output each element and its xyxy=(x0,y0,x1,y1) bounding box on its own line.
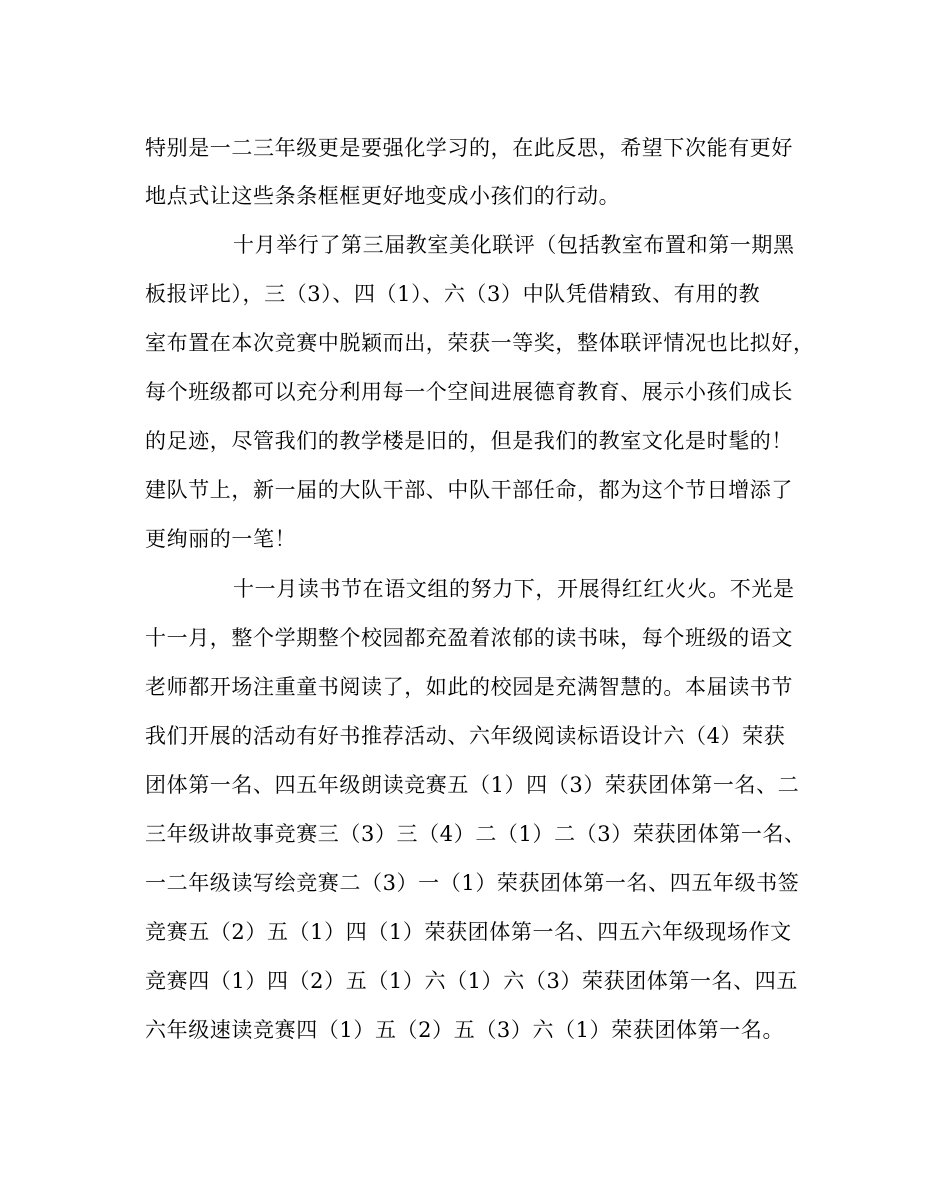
text-line: 十月举行了第三届教室美化联评（包括教室布置和第一期黑 xyxy=(233,233,795,257)
text-line: 每个班级都可以充分利用每一个空间进展德育教育、展示小孩们成长 xyxy=(145,380,793,404)
text-line: 团体第一名、四五年级朗读竞赛五（1）四（3）荣获团体第一名、二 xyxy=(145,773,800,797)
text-line: 六年级速读竞赛四（1）五（2）五（3）六（1）荣获团体第一名。 xyxy=(145,1018,785,1042)
text-line: 的足迹，尽管我们的教学楼是旧的，但是我们的教室文化是时髦的！ xyxy=(145,429,793,453)
text-line: 地点式让这些条条框框更好地变成小孩们的行动。 xyxy=(145,184,621,208)
text-line: 三年级讲故事竞赛三（3）三（4）二（1）二（3）荣获团体第一名、 xyxy=(145,822,806,846)
text-line: 竞赛四（1）四（2）五（1）六（1）六（3）荣获团体第一名、四五 xyxy=(145,969,799,993)
text-line: 一二年级读写绘竞赛二（3）一（1）荣获团体第一名、四五年级书签 xyxy=(145,871,800,895)
text-line: 室布置在本次竞赛中脱颖而出，荣获一等奖，整体联评情况也比拟好， xyxy=(145,331,815,355)
text-line: 十一月，整个学期整个校园都充盈着浓郁的读书味，每个班级的语文 xyxy=(145,626,793,650)
text-line: 我们开展的活动有好书推荐活动、六年级阅读标语设计六（4）荣获 xyxy=(145,724,786,748)
text-line: 更绚丽的一笔！ xyxy=(145,527,297,551)
text-line: 老师都开场注重童书阅读了，如此的校园是充满智慧的。本届读书节 xyxy=(145,675,793,699)
text-line: 十一月读书节在语文组的努力下，开展得红红火火。不光是 xyxy=(233,577,795,601)
text-line: 特别是一二三年级更是要强化学习的，在此反思，希望下次能有更好 xyxy=(145,136,793,160)
text-line: 竞赛五（2）五（1）四（1）荣获团体第一名、四五六年级现场作文 xyxy=(145,920,792,944)
text-line: 板报评比），三（3）、四（1）、六（3）中队凭借精致、有用的教 xyxy=(145,282,761,306)
text-line: 建队节上，新一届的大队干部、中队干部任命，都为这个节日增添了 xyxy=(145,478,793,502)
